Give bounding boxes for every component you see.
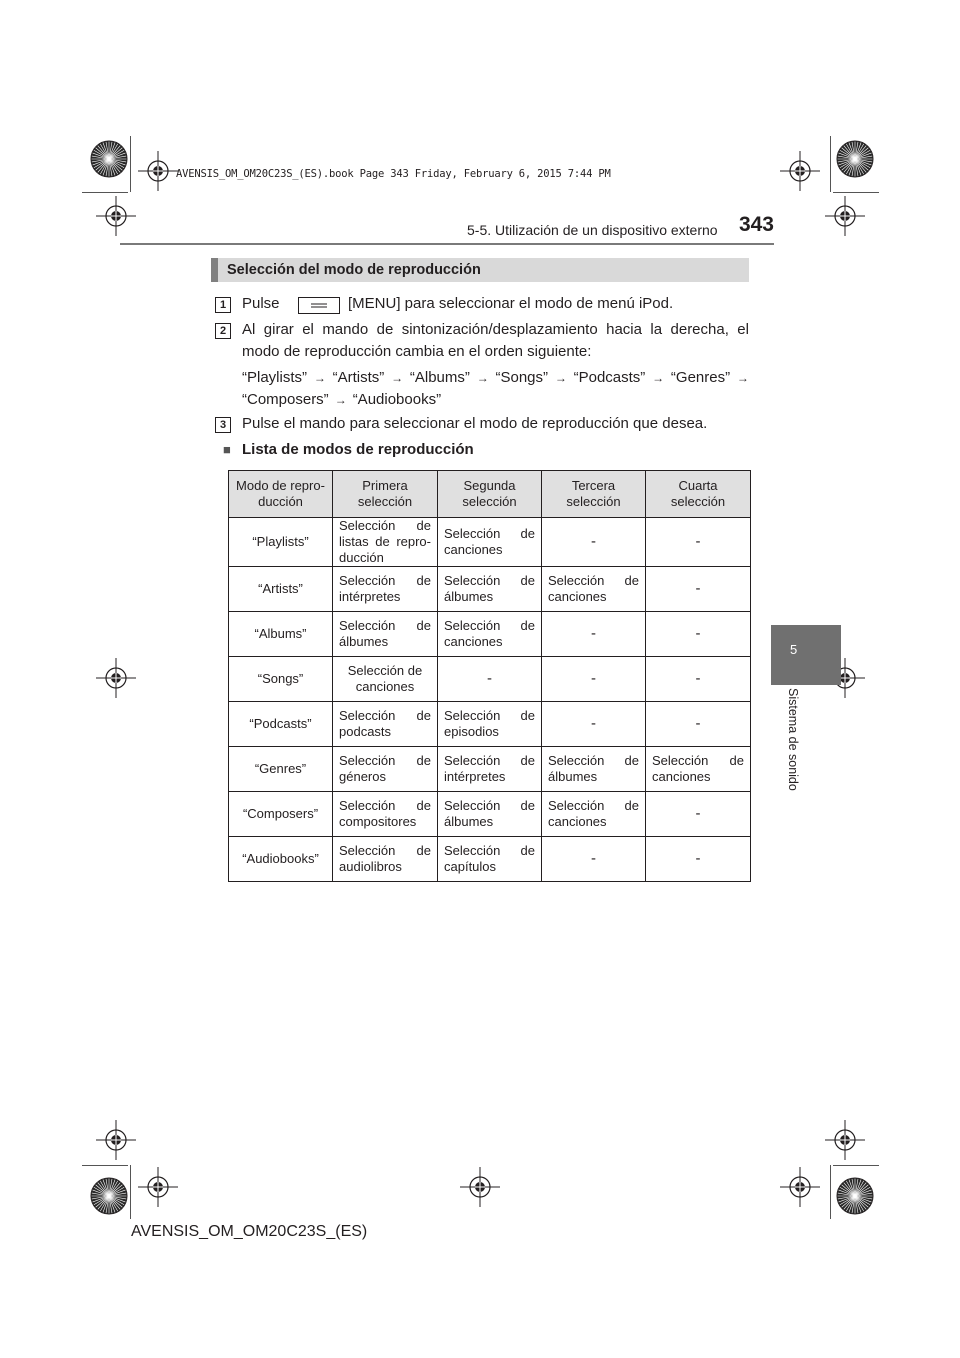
crop-line [130, 136, 131, 192]
table-cell-line: “Audiobooks” [242, 851, 319, 866]
list-heading: Lista de modos de reproducción [242, 441, 474, 458]
color-disc-icon [836, 140, 874, 178]
table-cell-line: - [487, 670, 492, 687]
table-row [229, 747, 751, 792]
table-cell-line: - [695, 580, 701, 597]
table-cell-line: episodios [444, 724, 499, 739]
table-header-cell [542, 471, 646, 518]
header-rule [120, 243, 774, 245]
table-cell-line: - [591, 715, 596, 732]
table-cell-line: Selección de [548, 753, 639, 768]
page-number: 343 [738, 213, 774, 236]
table-cell [542, 837, 646, 882]
table-cell [646, 657, 751, 702]
table-cell [333, 747, 438, 792]
table-cell [542, 657, 646, 702]
table-cell [438, 792, 542, 837]
mode-sequence-item: “Songs” [495, 369, 549, 386]
table-cell-line: Selección de [652, 753, 744, 768]
table-cell-line: álbumes [339, 634, 389, 649]
table-cell-line: “Genres” [254, 761, 307, 776]
arrow-right-icon: → [391, 371, 404, 385]
table-cell-line: Selección de [339, 798, 431, 813]
table-header-line: ducción [258, 494, 303, 509]
arrow-right-icon: → [652, 371, 665, 385]
table-cell [438, 518, 542, 567]
crop-line [833, 192, 879, 193]
table-cell [646, 747, 751, 792]
table-cell-line: Selección de [444, 573, 535, 588]
table-cell-line: - [591, 533, 596, 550]
table-cell [646, 702, 751, 747]
table-cell-line: podcasts [339, 724, 392, 739]
table-cell-line: Selección de [444, 526, 535, 541]
table-header-line: Tercera [571, 478, 616, 493]
table-cell [542, 747, 646, 792]
table-mode-cell [229, 612, 333, 657]
table-header-cell [646, 471, 751, 518]
table-cell-line: - [695, 850, 701, 867]
table-cell [333, 657, 438, 702]
mode-sequence-line-1 [242, 367, 749, 389]
table-cell-line: “Composers” [242, 806, 319, 821]
chapter-label [786, 688, 806, 808]
crop-line [833, 1165, 879, 1166]
step-number-3: 3 [215, 417, 231, 433]
step-1-after: [MENU] para seleccionar el modo de menú iPod. [348, 295, 674, 312]
registration-mark-icon [825, 196, 865, 236]
table-header-row [229, 471, 751, 518]
table-cell-line: “Albums” [254, 626, 307, 641]
table-cell-line: canciones [355, 679, 415, 694]
footer-code: AVENSIS_OM_OM20C23S_(ES) [131, 1223, 368, 1240]
table-cell [438, 657, 542, 702]
table-cell-line: Selección de [339, 708, 431, 723]
table-cell-line: “Songs” [257, 671, 304, 686]
table-cell-line: Selección de [444, 843, 535, 858]
table-cell [646, 792, 751, 837]
table-cell-line: - [591, 625, 596, 642]
table-cell-line: ducción [339, 550, 384, 565]
table-row [229, 612, 751, 657]
table-cell [646, 837, 751, 882]
table-cell [438, 702, 542, 747]
table-cell [333, 612, 438, 657]
registration-mark-icon [460, 1167, 500, 1207]
crop-line [130, 1165, 131, 1219]
registration-mark-icon [96, 1120, 136, 1160]
table-cell-line: Selección de [339, 518, 431, 533]
table-mode-cell [229, 837, 333, 882]
crop-line [82, 192, 128, 193]
arrow-right-icon: → [334, 393, 347, 407]
table-header-line: Cuarta [678, 478, 718, 493]
mode-sequence-item: “Podcasts” [573, 369, 646, 386]
table-cell [542, 702, 646, 747]
table-cell [333, 518, 438, 567]
table-cell-line: Selección de [339, 753, 431, 768]
table-mode-cell [229, 518, 333, 567]
table-cell [542, 612, 646, 657]
table-mode-cell [229, 567, 333, 612]
table-row [229, 657, 751, 702]
table-cell-line: - [695, 805, 701, 822]
table-mode-cell [229, 747, 333, 792]
table-cell-line: compositores [339, 814, 417, 829]
arrow-right-icon: → [313, 371, 326, 385]
list-bullet-icon: ■ [223, 442, 231, 457]
table-cell-line: “Playlists” [252, 534, 309, 549]
registration-mark-icon [138, 1167, 178, 1207]
table-cell [333, 567, 438, 612]
table-mode-cell [229, 702, 333, 747]
table-cell [438, 747, 542, 792]
registration-mark-icon [825, 1120, 865, 1160]
table-cell-line: Selección de [444, 708, 535, 723]
table-cell-line: “Podcasts” [249, 716, 312, 731]
table-cell-line: - [591, 850, 596, 867]
table-cell-line: “Artists” [258, 581, 303, 596]
table-cell-line: Selección de [339, 618, 431, 633]
table-cell [542, 567, 646, 612]
table-cell [542, 792, 646, 837]
registration-mark-icon [96, 658, 136, 698]
table-cell-line: canciones [548, 589, 607, 604]
step-number-2: 2 [215, 323, 231, 339]
table-cell [438, 567, 542, 612]
crop-line [82, 1165, 128, 1166]
mode-sequence-item: “Playlists” [242, 369, 308, 386]
table-cell-line: canciones [548, 814, 607, 829]
step-number-1: 1 [215, 297, 231, 313]
table-header-cell [438, 471, 542, 518]
table-cell [438, 837, 542, 882]
mode-sequence-item: “Composers” [242, 391, 329, 408]
table-cell [438, 612, 542, 657]
arrow-right-icon: → [736, 371, 749, 385]
table-header-cell [229, 471, 333, 518]
table-cell-line: - [695, 715, 701, 732]
table-cell [646, 567, 751, 612]
table-cell-line: Selección de [548, 573, 639, 588]
table-cell-line: capítulos [444, 859, 497, 874]
table-body [229, 518, 751, 882]
table-mode-cell [229, 792, 333, 837]
table-header-line: selección [357, 494, 413, 509]
step-3-text: Pulse el mando para seleccionar el modo de reproducción que desea. [242, 415, 708, 432]
mode-sequence-item: “Audiobooks” [352, 391, 442, 408]
registration-mark-icon [780, 1167, 820, 1207]
table-cell-line: álbumes [444, 589, 494, 604]
table-cell-line: Selección de [548, 798, 639, 813]
table-header-cell [333, 471, 438, 518]
table-cell-line: Selección de [339, 843, 431, 858]
table-row [229, 702, 751, 747]
table-cell-line: intérpretes [444, 769, 506, 784]
running-section-title: 5-5. Utilización de un dispositivo externo [467, 222, 718, 238]
section-title-accent [211, 258, 218, 282]
arrow-right-icon: → [554, 371, 567, 385]
table-cell-line: álbumes [444, 814, 494, 829]
table-cell-line: - [591, 670, 596, 687]
mode-sequence-item: “Artists” [332, 369, 385, 386]
mode-sequence-line-2 [242, 389, 441, 411]
table-cell-line: listas de repro- [339, 534, 431, 549]
chapter-tab [771, 625, 841, 685]
modes-table [228, 470, 751, 882]
table-cell-line: Selección de [444, 798, 535, 813]
registration-mark-icon [96, 196, 136, 236]
table-cell-line: álbumes [548, 769, 598, 784]
color-disc-icon [90, 140, 128, 178]
table-row [229, 792, 751, 837]
book-stamp: AVENSIS_OM_OM20C23S_(ES).book Page 343 Friday, February 6, 2015 7:44 PM [176, 168, 611, 180]
table-header-line: Segunda [463, 478, 516, 493]
menu-key-icon [298, 297, 340, 314]
table-header-line: Primera [362, 478, 408, 493]
table-row [229, 518, 751, 567]
table-cell-line: canciones [444, 542, 503, 557]
table-cell-line: Selección de [339, 573, 431, 588]
crop-line [830, 1165, 831, 1219]
table-cell-line: Selección de [444, 618, 535, 633]
table-header-line: Modo de repro- [236, 478, 325, 493]
table-cell [646, 518, 751, 567]
table-cell-line: canciones [652, 769, 711, 784]
crop-line [830, 136, 831, 192]
table-cell-line: canciones [444, 634, 503, 649]
table-mode-cell [229, 657, 333, 702]
color-disc-icon [836, 1177, 874, 1215]
table-cell [333, 702, 438, 747]
registration-mark-icon [138, 151, 178, 191]
step-2-line-2: modo de reproducción cambia en el orden siguiente: [242, 343, 592, 360]
table-cell-line: - [695, 533, 701, 550]
table-header-line: selección [670, 494, 726, 509]
table-cell-line: Selección de [347, 663, 423, 678]
registration-mark-icon [780, 151, 820, 191]
chapter-number: 5 [790, 642, 798, 657]
arrow-right-icon: → [476, 371, 489, 385]
table-cell [333, 837, 438, 882]
color-disc-icon [90, 1177, 128, 1215]
mode-sequence-item: “Albums” [409, 369, 470, 386]
table-cell-line: géneros [339, 769, 386, 784]
table-cell-line: - [695, 625, 701, 642]
table-cell-line: audiolibros [339, 859, 402, 874]
table-cell [646, 612, 751, 657]
table-header-line: selección [462, 494, 517, 509]
mode-sequence-item: “Genres” [670, 369, 731, 386]
step-1-before: Pulse [242, 295, 280, 312]
chapter-label-text: Sistema de sonido [786, 688, 800, 791]
table-cell-line: intérpretes [339, 589, 401, 604]
section-heading: Selección del modo de reproducción [227, 262, 481, 278]
table-row [229, 567, 751, 612]
table-row [229, 837, 751, 882]
table-cell-line: - [695, 670, 701, 687]
step-2-line-1: Al girar el mando de sintonización/desplazamiento hacia la derecha, el [242, 321, 749, 338]
table-cell [333, 792, 438, 837]
table-header-line: selección [566, 494, 621, 509]
table-cell [542, 518, 646, 567]
table-cell-line: Selección de [444, 753, 535, 768]
